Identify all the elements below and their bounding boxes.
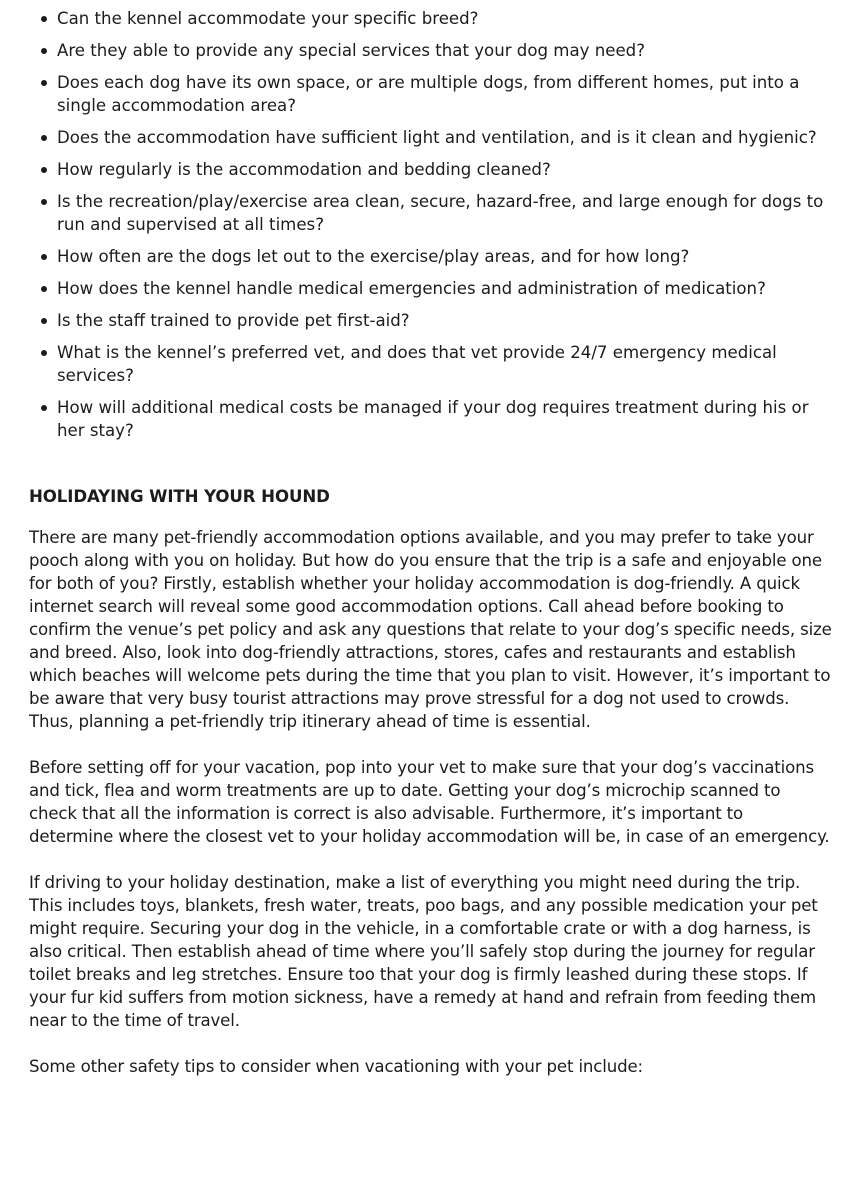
bullet-icon <box>41 167 47 173</box>
list-item-text: Does the accommodation have sufficient light and ventilation, and is it clean and hygienic? <box>57 128 817 147</box>
bullet-icon <box>41 80 47 86</box>
list-item-text: Can the kennel accommodate your specific breed? <box>57 9 479 28</box>
list-item-text: How does the kennel handle medical emergencies and administration of medication? <box>57 279 766 298</box>
list-item <box>0 7 832 30</box>
bullet-icon <box>41 48 47 54</box>
list-item-text: Are they able to provide any special services that your dog may need? <box>57 41 646 60</box>
list-item <box>0 158 832 181</box>
list-item <box>0 341 832 387</box>
list-item-text: Is the recreation/play/exercise area clean, secure, hazard-free, and large enough for dogs to run and supervised at all times? <box>57 192 824 234</box>
kennel-questions-list <box>29 7 832 442</box>
list-item <box>0 396 832 442</box>
paragraph-driving: If driving to your holiday destination, make a list of everything you might need during the trip. This includes toys, blankets, fresh water, treats, poo bags, and any possible medication your pet might require. Securing your dog in the vehicle, in a comfortable crate or with a dog harness, is also critical. Then establish ahead of time where you’ll safely stop during the journey for regular toilet breaks and leg stretches. Ensure too that your dog is firmly leashed during these stops. If your fur kid suffers from motion sickness, have a remedy at hand and refrain from feeding them near to the time of travel. <box>29 873 818 1030</box>
bullet-icon <box>41 318 47 324</box>
list-item-text: What is the kennel’s preferred vet, and does that vet provide 24/7 emergency medical services? <box>57 343 777 385</box>
list-item <box>0 39 832 62</box>
list-item <box>0 277 832 300</box>
list-item <box>0 71 832 117</box>
bullet-icon <box>41 135 47 141</box>
list-item-text: How regularly is the accommodation and bedding cleaned? <box>57 160 551 179</box>
bullet-icon <box>41 350 47 356</box>
bullet-icon <box>41 286 47 292</box>
list-item <box>0 245 832 268</box>
list-item-text: How often are the dogs let out to the exercise/play areas, and for how long? <box>57 247 690 266</box>
list-item <box>0 309 832 332</box>
paragraph-holiday-accommodation: There are many pet-friendly accommodation options available, and you may prefer to take your pooch along with you on holiday. But how do you ensure that the trip is a safe and enjoyable one for both of you? Firstly, establish whether your holiday accommodation is dog-friendly. A quick internet search will reveal some good accommodation options. Call ahead before booking to confirm the venue’s pet policy and ask any questions that relate to your dog’s specific needs, size and breed. Also, look into dog-friendly attractions, stores, cafes and restaurants and establish which beaches will welcome pets during the time that you plan to visit. However, it’s important to be aware that very busy tourist attractions may prove stressful for a dog not used to crowds. Thus, planning a pet-friendly trip itinerary ahead of time is essential. <box>29 528 832 731</box>
paragraph-vet-visit: Before setting off for your vacation, pop into your vet to make sure that your dog’s vaccinations and tick, flea and worm treatments are up to date. Getting your dog’s microchip scanned to check that all the information is correct is also advisable. Furthermore, it’s important to determine where the closest vet to your holiday accommodation will be, in case of an emergency. <box>29 758 830 846</box>
bullet-icon <box>41 254 47 260</box>
section-heading: HOLIDAYING WITH YOUR HOUND <box>29 487 330 506</box>
list-item-text: How will additional medical costs be managed if your dog requires treatment during his or her stay? <box>57 398 809 440</box>
bullet-icon <box>41 16 47 22</box>
list-item-text: Does each dog have its own space, or are multiple dogs, from different homes, put into a single accommodation area? <box>57 73 800 115</box>
list-item-text: Is the staff trained to provide pet first-aid? <box>57 311 410 330</box>
bullet-icon <box>41 199 47 205</box>
list-item <box>0 190 832 236</box>
list-item <box>0 126 832 149</box>
paragraph-safety-tips-intro: Some other safety tips to consider when vacationing with your pet include: <box>29 1057 643 1076</box>
bullet-icon <box>41 405 47 411</box>
